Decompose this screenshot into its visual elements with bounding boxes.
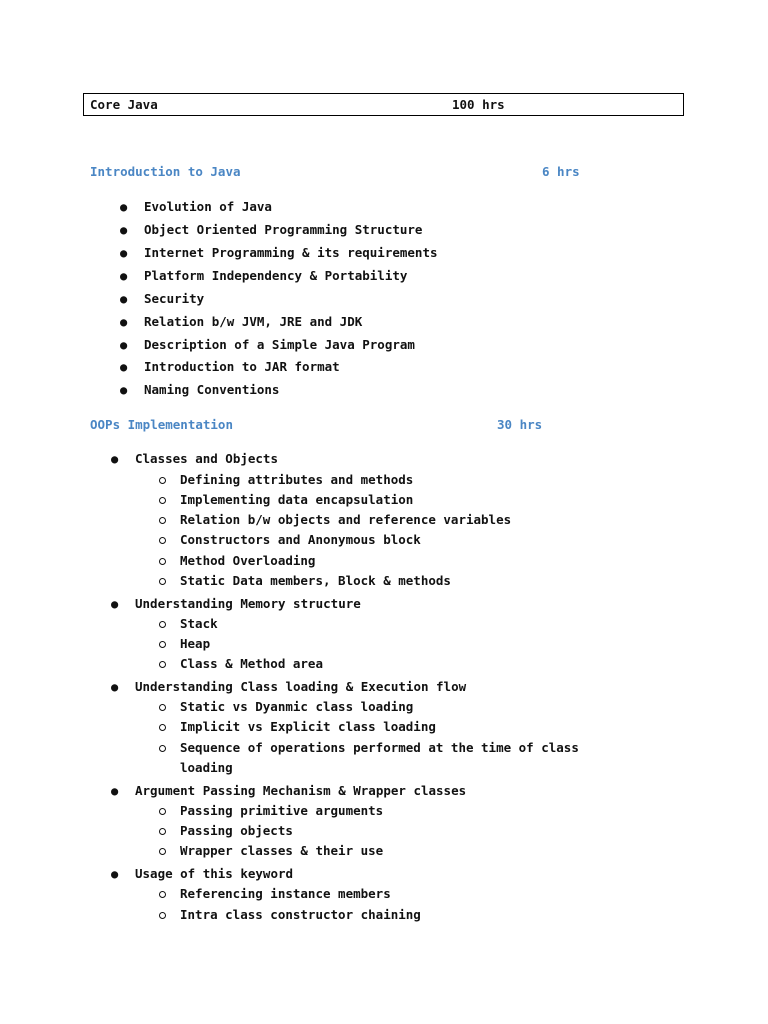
circle-bullet: [159, 912, 166, 919]
bullet: ●: [120, 223, 128, 237]
bullet: ●: [120, 292, 128, 306]
sub-item: Relation b/w objects and reference variables: [180, 512, 512, 527]
circle-bullet: [159, 661, 166, 668]
list-item: Naming Conventions: [144, 382, 280, 397]
circle-bullet: [159, 517, 166, 524]
bullet: ●: [120, 338, 128, 352]
sub-item: Implicit vs Explicit class loading: [180, 719, 436, 734]
list-item: Security: [144, 291, 205, 306]
group-label: Understanding Class loading & Execution flow: [135, 679, 467, 694]
list-item: Relation b/w JVM, JRE and JDK: [144, 314, 363, 329]
course-header-box: [83, 93, 684, 116]
list-item: Introduction to JAR format: [144, 359, 340, 374]
circle-bullet: [159, 745, 166, 752]
circle-bullet: [159, 891, 166, 898]
group-label: Classes and Objects: [135, 451, 278, 466]
bullet: ●: [120, 383, 128, 397]
sub-item: Method Overloading: [180, 553, 316, 568]
section-hours-oops: 30 hrs: [497, 417, 543, 432]
sub-item: Referencing instance members: [180, 886, 391, 901]
circle-bullet: [159, 704, 166, 711]
sub-item: Class & Method area: [180, 656, 323, 671]
bullet: ●: [120, 315, 128, 329]
sub-item: Stack: [180, 616, 218, 631]
list-item: Evolution of Java: [144, 199, 272, 214]
section-title-intro: Introduction to Java: [90, 164, 241, 179]
bullet: ●: [120, 360, 128, 374]
sub-item: Static vs Dyanmic class loading: [180, 699, 414, 714]
sub-item: Constructors and Anonymous block: [180, 532, 421, 547]
sub-item: Wrapper classes & their use: [180, 843, 384, 858]
sub-item: Sequence of operations performed at the time of class: [180, 740, 579, 755]
circle-bullet: [159, 641, 166, 648]
list-item: Description of a Simple Java Program: [144, 337, 415, 352]
sub-item-continued: loading: [180, 760, 233, 775]
circle-bullet: [159, 497, 166, 504]
bullet: ●: [111, 784, 119, 798]
course-title: Core Java: [90, 97, 158, 112]
group-label: Understanding Memory structure: [135, 596, 361, 611]
section-hours-intro: 6 hrs: [542, 164, 580, 179]
list-item: Object Oriented Programming Structure: [144, 222, 423, 237]
bullet: ●: [111, 452, 119, 466]
bullet: ●: [120, 200, 128, 214]
sub-item: Intra class constructor chaining: [180, 907, 421, 922]
bullet: ●: [111, 867, 119, 881]
bullet: ●: [120, 269, 128, 283]
group-label: Argument Passing Mechanism & Wrapper classes: [135, 783, 467, 798]
circle-bullet: [159, 621, 166, 628]
list-item: Internet Programming & its requirements: [144, 245, 438, 260]
group-label: Usage of this keyword: [135, 866, 294, 881]
sub-item: Passing objects: [180, 823, 293, 838]
sub-item: Passing primitive arguments: [180, 803, 384, 818]
list-item: Platform Independency & Portability: [144, 268, 408, 283]
sub-item: Implementing data encapsulation: [180, 492, 414, 507]
circle-bullet: [159, 537, 166, 544]
circle-bullet: [159, 828, 166, 835]
circle-bullet: [159, 578, 166, 585]
sub-item: Defining attributes and methods: [180, 472, 414, 487]
circle-bullet: [159, 558, 166, 565]
circle-bullet: [159, 477, 166, 484]
circle-bullet: [159, 808, 166, 815]
bullet: ●: [120, 246, 128, 260]
circle-bullet: [159, 724, 166, 731]
sub-item: Static Data members, Block & methods: [180, 573, 451, 588]
bullet: ●: [111, 680, 119, 694]
course-hours: 100 hrs: [452, 97, 505, 112]
circle-bullet: [159, 848, 166, 855]
section-title-oops: OOPs Implementation: [90, 417, 233, 432]
bullet: ●: [111, 597, 119, 611]
sub-item: Heap: [180, 636, 211, 651]
